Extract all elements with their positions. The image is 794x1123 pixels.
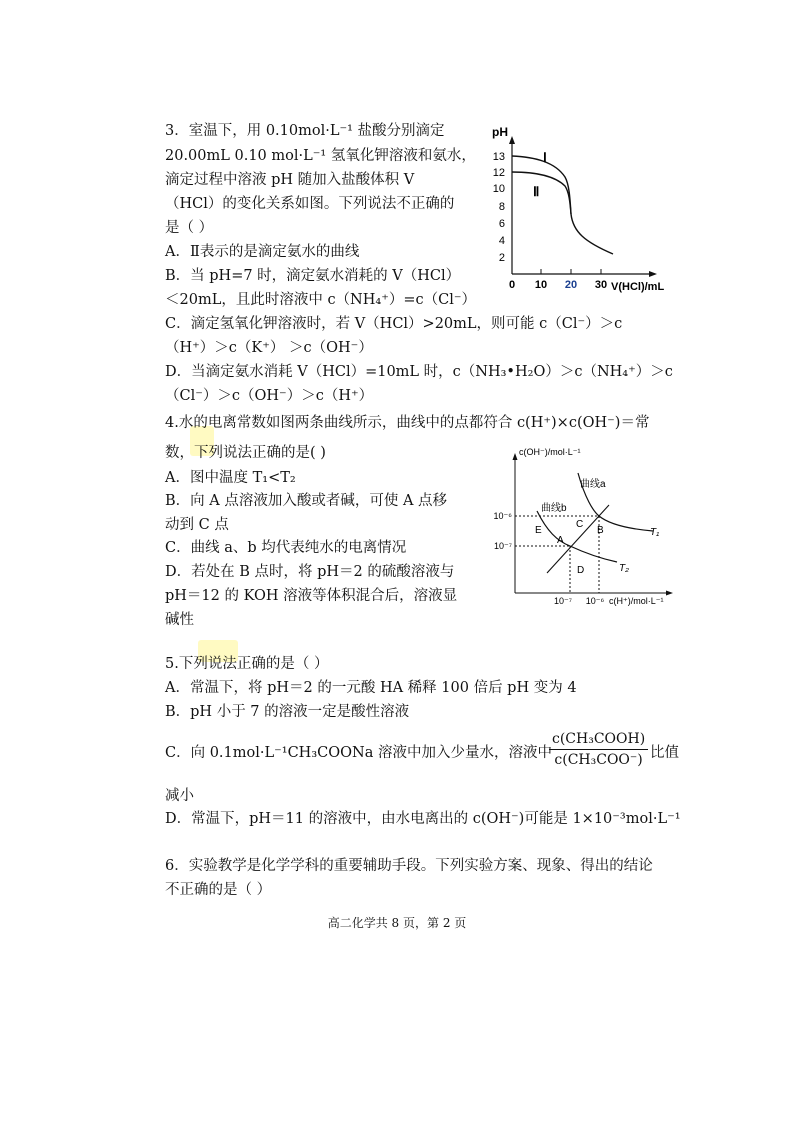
q4-point-a: A xyxy=(557,535,564,546)
q3-xtick-30: 30 xyxy=(594,279,608,291)
q3-ytick-12: 12 xyxy=(492,167,505,179)
q3-option-c-1: C．滴定氢氧化钾溶液时，若 V（HCl）>20mL，则可能 c（Cl⁻）＞c xyxy=(165,316,623,332)
q5-fraction-denominator: c(CH₃COO⁻) xyxy=(554,752,643,768)
q3-xtick-20: 20 xyxy=(564,279,578,291)
q4-option-d-1: D．若处在 B 点时，将 pH＝2 的硫酸溶液与 xyxy=(165,564,455,580)
q5-option-c-post: 比值 xyxy=(650,745,679,761)
q4-curve-b-label: 曲线b xyxy=(541,503,567,514)
q3-stem-1: 3．室温下，用 0.10mol·L⁻¹ 盐酸分别滴定 xyxy=(165,123,445,139)
q3-graph-xlabel: V(HCl)/mL xyxy=(611,281,665,293)
q3-ytick-4: 4 xyxy=(498,235,505,247)
q4-xtick-1e-7: 10⁻⁷ xyxy=(553,596,573,606)
q3-ytick-8: 8 xyxy=(498,201,505,213)
q6-stem-2: 不正确的是（ ） xyxy=(165,882,272,898)
q3-stem-3: 滴定过程中溶液 pH 随加入盐酸体积 V xyxy=(165,172,415,188)
q4-t1-label: T₁ xyxy=(650,527,660,538)
q6-stem-1: 6．实验教学是化学学科的重要辅助手段。下列实验方案、现象、得出的结论 xyxy=(165,858,653,874)
q4-ytick-1e-7: 10⁻⁷ xyxy=(493,541,512,551)
q4-point-b: B xyxy=(597,525,604,536)
q5-option-c-pre: C．向 0.1mol·L⁻¹CH₃COONa 溶液中加入少量水，溶液中 xyxy=(165,745,552,761)
q4-stem-2: 数，下列说法正确的是( ) xyxy=(165,445,326,461)
q4-xtick-1e-6: 10⁻⁶ xyxy=(585,596,605,606)
q3-xtick-0: 0 xyxy=(508,279,516,291)
q4-option-d-2: pH＝12 的 KOH 溶液等体积混合后，溶液显 xyxy=(165,588,458,604)
q5-option-c-tail: 减小 xyxy=(165,788,194,804)
q4-option-d-3: 碱性 xyxy=(165,612,194,628)
q5-fraction-numerator: c(CH₃COOH) xyxy=(549,731,648,750)
q3-xtick-10: 10 xyxy=(534,279,548,291)
q4-graph-xlabel: c(H⁺)/mol·L⁻¹ xyxy=(609,596,664,606)
q3-curve-1 xyxy=(512,156,613,254)
q3-curve-label-1: Ⅰ xyxy=(543,150,547,165)
q3-option-d-2: （Cl⁻）＞c（OH⁻）＞c（H⁺） xyxy=(165,388,374,404)
q3-option-c-2: （H⁺）＞c（K⁺） ＞c（OH⁻） xyxy=(165,340,373,356)
q4-stem-1: 4.水的电离常数如图两条曲线所示，曲线中的点都符合 c(H⁺)×c(OH⁻)＝常 xyxy=(165,415,650,431)
q3-ytick-2: 2 xyxy=(498,252,505,264)
q5-fraction xyxy=(549,731,648,768)
q4-ionization-graph xyxy=(485,443,685,615)
q3-ytick-13: 13 xyxy=(492,151,505,163)
q3-option-b-2: ＜20mL，且此时溶液中 c（NH₄⁺）=c（Cl⁻） xyxy=(165,292,477,308)
q4-t2-label: T₂ xyxy=(619,563,629,574)
q3-ytick-10: 10 xyxy=(492,183,505,195)
page-footer: 高二化学共 8 页，第 2 页 xyxy=(327,916,467,930)
q3-option-d-1: D．当滴定氨水消耗 V（HCl）=10mL 时，c（NH₃•H₂O）＞c（NH₄⁺）＞c xyxy=(165,364,673,380)
q4-option-b-1: B．向 A 点溶液加入酸或者碱，可使 A 点移 xyxy=(165,493,448,509)
q3-option-b-1: B．当 pH=7 时，滴定氨水消耗的 V（HCl） xyxy=(165,268,461,284)
q4-option-c: C．曲线 a、b 均代表纯水的电离情况 xyxy=(165,540,407,556)
q3-curve-label-2: Ⅱ xyxy=(533,184,540,199)
q4-point-c: C xyxy=(576,519,584,530)
q3-stem-2: 20.00mL 0.10 mol·L⁻¹ 氢氧化钾溶液和氨水， xyxy=(165,148,476,164)
q4-point-e: E xyxy=(535,525,542,536)
q3-ytick-6: 6 xyxy=(498,218,505,230)
q3-titration-graph xyxy=(485,122,685,294)
q4-curve-a-label: 曲线a xyxy=(580,479,606,490)
q3-option-a: A．Ⅱ表示的是滴定氨水的曲线 xyxy=(165,244,360,260)
q4-option-b-2: 动到 C 点 xyxy=(165,517,229,533)
q3-stem-5: 是（ ） xyxy=(165,220,214,236)
q5-option-a: A．常温下，将 pH＝2 的一元酸 HA 稀释 100 倍后 pH 变为 4 xyxy=(165,680,577,696)
q4-ytick-1e-6: 10⁻⁶ xyxy=(493,511,512,521)
q4-graph-ylabel: c(OH⁻)/mol·L⁻¹ xyxy=(519,447,581,457)
q5-stem: 5.下列说法正确的是（ ） xyxy=(165,656,329,672)
q3-graph-ylabel: pH xyxy=(492,125,508,139)
q5-option-d: D．常温下，pH＝11 的溶液中，由水电离出的 c(OH⁻)可能是 1×10⁻³mol·L⁻¹ xyxy=(165,811,681,827)
q3-curve-2 xyxy=(512,172,571,214)
q4-point-d: D xyxy=(577,565,585,576)
q4-option-a: A．图中温度 T₁<T₂ xyxy=(165,470,296,486)
q5-option-b: B．pH 小于 7 的溶液一定是酸性溶液 xyxy=(165,704,410,720)
q3-stem-4: （HCl）的变化关系如图。下列说法不正确的 xyxy=(165,196,455,212)
